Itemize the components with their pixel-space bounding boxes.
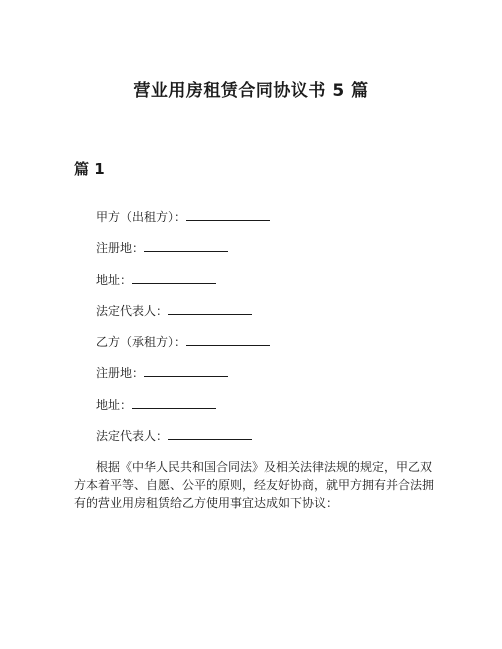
blank-line bbox=[144, 365, 228, 377]
field-lessor bbox=[96, 209, 270, 225]
field-label: 法定代表人： bbox=[96, 304, 169, 318]
field-label: 注册地： bbox=[96, 366, 145, 380]
blank-line bbox=[168, 428, 252, 440]
field-lessee-registered-address bbox=[96, 365, 228, 381]
field-lessor-legal-representative bbox=[96, 303, 252, 319]
field-label: 地址： bbox=[96, 273, 133, 287]
field-label: 甲方（出租方）： bbox=[96, 210, 187, 224]
blank-line bbox=[186, 209, 270, 221]
field-label: 乙方（承租方）： bbox=[96, 335, 187, 349]
field-lessee bbox=[96, 334, 270, 350]
agreement-preamble: 根据《中华人民共和国合同法》及相关法律法规的规定，甲乙双方本着平等、自愿、公平的原则，经友好协商，就甲方拥有并合法拥有的营业用房租赁给乙方使用事宜达成如下协议： bbox=[74, 460, 435, 510]
blank-line bbox=[144, 240, 228, 252]
field-lessor-registered-address bbox=[96, 240, 228, 256]
field-lessee-address bbox=[96, 397, 216, 413]
field-lessor-address bbox=[96, 272, 216, 288]
field-label: 地址： bbox=[96, 398, 133, 412]
field-label: 法定代表人： bbox=[96, 429, 169, 443]
blank-line bbox=[132, 272, 216, 284]
blank-line bbox=[168, 303, 252, 315]
blank-line bbox=[132, 397, 216, 409]
field-lessee-legal-representative bbox=[96, 428, 252, 444]
section-heading: 篇 1 bbox=[74, 160, 105, 178]
field-label: 注册地： bbox=[96, 241, 145, 255]
blank-line bbox=[186, 334, 270, 346]
document-title: 营业用房租赁合同协议书 5 篇 bbox=[133, 81, 369, 101]
